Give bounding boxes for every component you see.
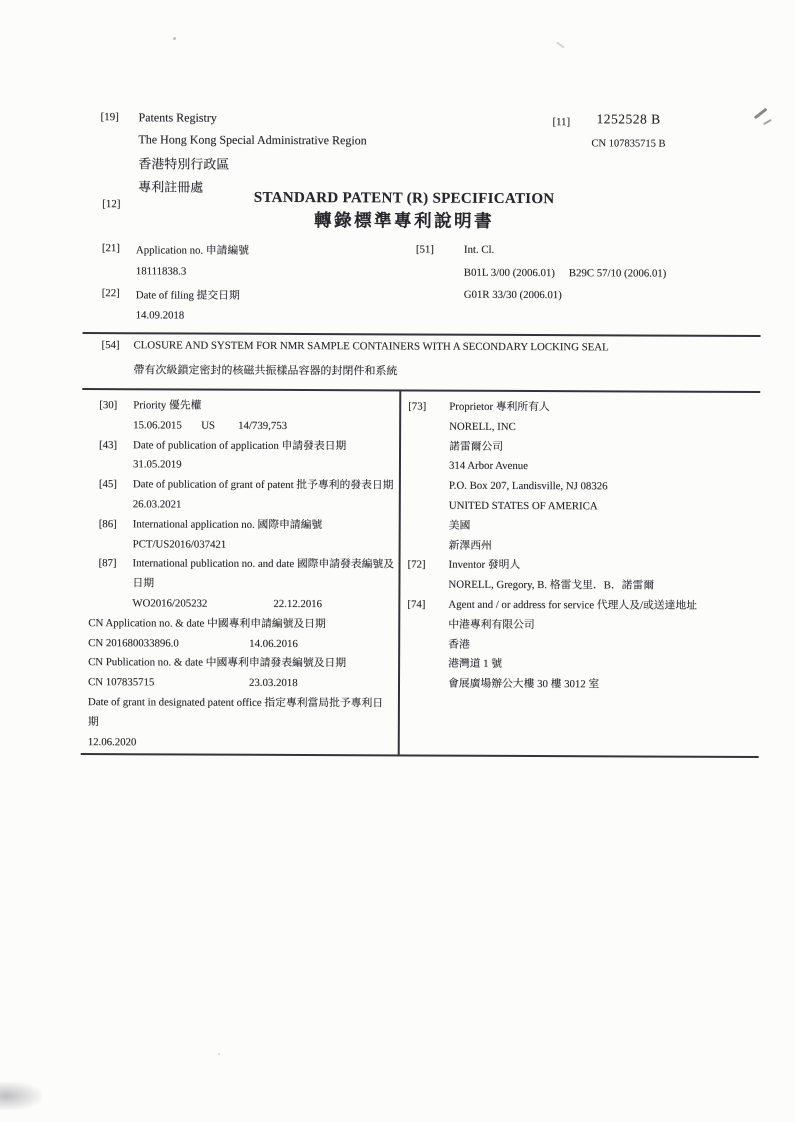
agent-street-zh: 港灣道 1 號 (448, 658, 503, 671)
int-cl-line1 (464, 267, 667, 280)
divider-bottom (81, 753, 759, 757)
intl-publication-label-row (81, 554, 398, 575)
intl-publication-label-line2: 日期 (132, 577, 155, 590)
proprietor-name-zh: 諾雷爾公司 (449, 440, 504, 453)
int-cl-2: B29C 57/10 (2006.01) (568, 267, 667, 280)
pub-application-label: Date of publication of application 申請發表日期 (133, 438, 347, 452)
field-54-tag: [54] (101, 339, 120, 352)
intl-publication-date: 22.12.2016 (273, 597, 322, 611)
priority-label: Priority 優先權 (133, 399, 202, 412)
field-51-tag: [51] (415, 243, 434, 256)
field-11-tag: [11] (552, 116, 571, 129)
scan-smudge-bottom-left (0, 1082, 42, 1110)
cn-publication-number: CN 107835715 B (591, 138, 666, 150)
proprietor-state-zh: 新澤西州 (448, 539, 492, 552)
int-cl-label: Int. Cl. (463, 243, 495, 256)
agent-building-zh: 會展廣場辦公大樓 30 樓 3012 室 (447, 677, 600, 691)
biblio-left-column (81, 396, 400, 754)
intl-publication-number: WO2016/205232 (132, 597, 208, 610)
document-title-zh: 轉錄標準專利說明書 (313, 210, 495, 231)
intl-application-label: International application no. 國際申請編號 (132, 518, 323, 531)
filing-date-value: 14.09.2018 (135, 309, 185, 322)
proprietor-country-zh: 美國 (448, 519, 471, 532)
biblio-right-column (407, 397, 760, 695)
cn-publication-number: CN 107835715 (87, 676, 155, 689)
cn-application-label: CN Application no. & date 中國專利申請編號及日期 (88, 616, 326, 630)
pub-grant-label-row (82, 475, 399, 496)
intl-publication-value-row (81, 594, 398, 615)
region-name-zh: 香港特別行政區 (138, 156, 230, 172)
filing-date-label: Date of filing 提交日期 (135, 289, 240, 302)
field-45-tag: [45] (98, 478, 117, 491)
document-title-en: STANDARD PATENT (R) SPECIFICATION (253, 189, 555, 208)
registry-name-zh: 專利註冊處 (138, 179, 204, 195)
field-19-tag: [19] (100, 111, 119, 124)
proprietor-country: UNITED STATES OF AMERICA (448, 499, 598, 513)
divider-top (83, 332, 761, 337)
priority-label-row (82, 396, 399, 417)
pub-application-date: 31.05.2019 (132, 458, 182, 471)
field-22-tag: [22] (101, 287, 120, 300)
field-73-tag: [73] (408, 400, 427, 413)
agent-label-row (407, 595, 759, 616)
inventor-label-row (407, 556, 759, 577)
designated-grant-label-line1: Date of grant in designated patent office 指定專利當局批予專利日 (87, 696, 384, 710)
proprietor-label-row (408, 397, 760, 418)
field-30-tag: [30] (99, 399, 118, 412)
pub-application-label-row (82, 436, 399, 457)
pub-grant-label: Date of publication of grant of patent 批予專利的發表日期 (132, 478, 394, 492)
inventor-name: NORELL, Gregory, B. 格雷戈里．B．諾雷爾 (448, 578, 655, 592)
agent-label: Agent and / or address for service 代理人及/或送達地址 (448, 598, 697, 612)
field-12-tag: [12] (102, 198, 121, 211)
field-74-tag: [74] (407, 598, 426, 611)
field-21-tag: [21] (101, 242, 120, 255)
divider-middle (82, 388, 760, 393)
proprietor-address-1: 314 Arbor Avenue (448, 460, 528, 473)
invention-title-en: CLOSURE AND SYSTEM FOR NMR SAMPLE CONTAINERS WITH A SECONDARY LOCKING SEAL (133, 339, 609, 354)
cn-application-value-row (81, 634, 398, 655)
cn-publication-value-row (81, 673, 398, 694)
proprietor-address-2: P.O. Box 207, Landisville, NJ 08326 (448, 479, 608, 493)
priority-country: US (201, 419, 215, 432)
scan-speck-3 (218, 1053, 220, 1055)
registry-name-en: Patents Registry (138, 110, 217, 125)
application-no-label: Application no. 申請編號 (135, 244, 249, 257)
pub-grant-date: 26.03.2021 (132, 498, 182, 511)
priority-number: 14/739,753 (238, 419, 288, 432)
field-86-tag: [86] (98, 517, 117, 530)
intl-application-number: PCT/US2016/037421 (132, 537, 227, 551)
inventor-label: Inventor 發明人 (448, 559, 521, 572)
intl-application-label-row (82, 515, 399, 536)
cn-publication-label: CN Publication no. & date 中國專利申請發表編號及日期 (88, 656, 347, 670)
field-87-tag: [87] (98, 557, 117, 570)
application-no-value: 18111838.3 (135, 265, 187, 278)
intl-publication-label-line1: International publication no. and date 國際申請發表編號及 (132, 557, 395, 571)
agent-region-zh: 香港 (448, 638, 470, 651)
agent-name-zh: 中港專利有限公司 (448, 618, 535, 631)
scan-speck-1 (173, 37, 176, 40)
cn-application-number: CN 201680033896.0 (88, 636, 179, 650)
designated-grant-date: 12.06.2020 (87, 735, 137, 748)
proprietor-name: NORELL, INC (449, 420, 516, 433)
int-cl-1: B01L 3/00 (2006.01) (463, 266, 555, 280)
int-cl-3: G01R 33/30 (2006.01) (463, 288, 562, 302)
proprietor-label: Proprietor 專利所有人 (449, 400, 550, 414)
invention-title-zh: 帶有次級鎖定密封的核磁共振樣品容器的封閉件和系統 (133, 364, 398, 378)
region-name-en: The Hong Kong Special Administrative Region (138, 132, 367, 148)
field-43-tag: [43] (99, 438, 118, 451)
priority-value-row (82, 416, 399, 437)
cn-application-date: 14.06.2016 (249, 637, 298, 650)
publication-number: 1252528 B (596, 111, 661, 127)
cn-publication-date: 23.03.2018 (248, 676, 298, 690)
field-72-tag: [72] (407, 558, 426, 571)
designated-grant-label-line2: 期 (87, 715, 99, 728)
priority-date: 15.06.2015 (133, 419, 182, 432)
